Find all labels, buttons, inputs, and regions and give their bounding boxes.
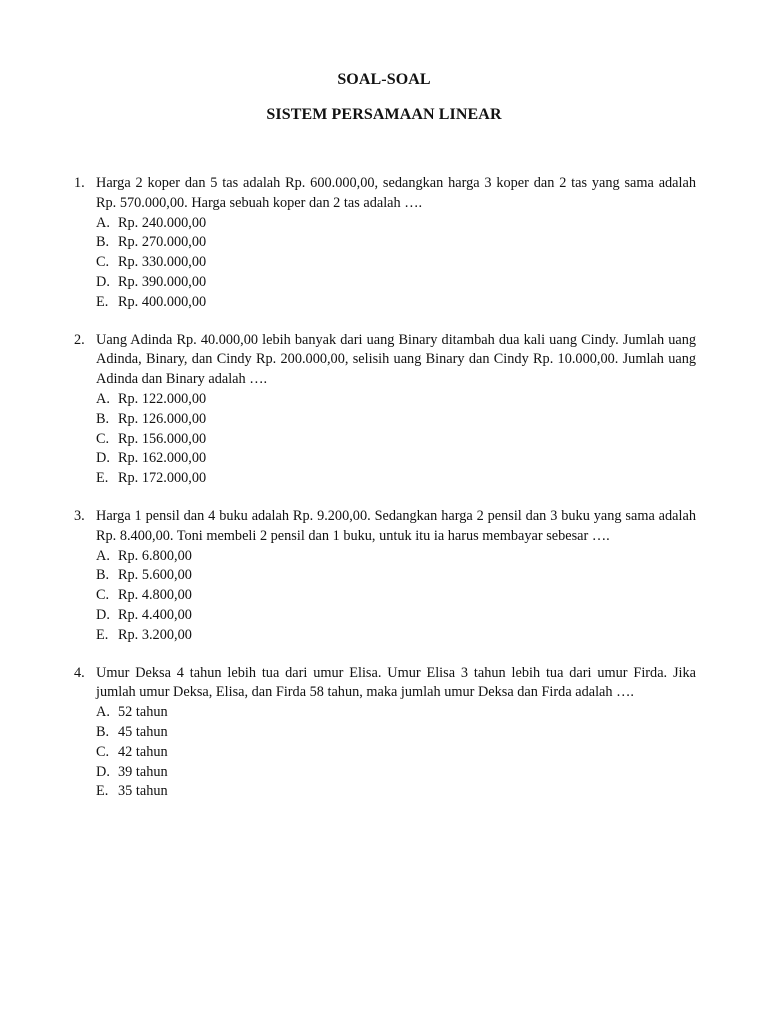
option-text: Rp. 4.400,00 <box>118 606 192 623</box>
answer-option-d <box>96 273 696 293</box>
question-text: Harga 2 koper dan 5 tas adalah Rp. 600.000,00, sedangkan harga 3 koper dan 2 tas yang sama adalah Rp. 570.000,00. Harga sebuah koper dan 2 tas adalah …. <box>96 175 696 211</box>
question-3 <box>74 507 696 646</box>
answer-option-e <box>96 782 696 802</box>
answer-option-d <box>96 449 696 469</box>
answer-options <box>74 214 696 313</box>
option-text: Rp. 162.000,00 <box>118 450 207 467</box>
question-list <box>74 174 696 820</box>
answer-option-d <box>96 606 696 626</box>
option-letter: A. <box>96 214 110 231</box>
option-letter: E. <box>96 783 109 800</box>
option-letter: B. <box>96 410 110 427</box>
answer-option-c <box>96 253 696 273</box>
option-letter: E. <box>96 626 109 643</box>
answer-options <box>74 703 696 802</box>
option-letter: A. <box>96 390 110 407</box>
option-letter: E. <box>96 470 109 487</box>
question-text: Harga 1 pensil dan 4 buku adalah Rp. 9.200,00. Sedangkan harga 2 pensil dan 3 buku yang sama adalah Rp. 8.400,00. Toni membeli 2 pensil dan 1 buku, untuk itu ia harus membayar sebesar …. <box>96 507 696 544</box>
answer-options <box>74 547 696 646</box>
option-text: Rp. 122.000,00 <box>118 390 207 407</box>
question-text: Umur Deksa 4 tahun lebih tua dari umur Elisa. Umur Elisa 3 tahun lebih tua dari umur Firda. Jika jumlah umur Deksa, Elisa, dan Firda 58 tahun, maka jumlah umur Deksa dan Firda adalah …. <box>96 664 696 701</box>
answer-option-b <box>96 723 696 743</box>
option-text: Rp. 3.200,00 <box>118 626 192 643</box>
answer-option-b <box>96 233 696 253</box>
option-letter: C. <box>96 254 110 271</box>
question-4 <box>74 664 696 803</box>
option-text: Rp. 6.800,00 <box>118 547 192 564</box>
answer-options <box>74 390 696 489</box>
option-letter: D. <box>96 450 110 467</box>
option-letter: B. <box>96 567 110 584</box>
option-letter: C. <box>96 587 110 604</box>
question-number: 2. <box>74 331 85 348</box>
answer-option-a <box>96 703 696 723</box>
option-letter: A. <box>96 704 110 721</box>
answer-option-a <box>96 214 696 234</box>
answer-option-c <box>96 430 696 450</box>
option-text: Rp. 400.000,00 <box>118 293 207 310</box>
answer-option-d <box>96 763 696 783</box>
option-text: 52 tahun <box>118 704 168 721</box>
answer-option-c <box>96 743 696 763</box>
option-letter: B. <box>96 234 110 251</box>
answer-option-a <box>96 390 696 410</box>
option-letter: B. <box>96 723 110 740</box>
option-text: 42 tahun <box>118 743 168 760</box>
option-text: Rp. 5.600,00 <box>118 567 192 584</box>
option-text: Rp. 172.000,00 <box>118 470 207 487</box>
option-letter: C. <box>96 430 110 447</box>
question-2 <box>74 331 696 489</box>
answer-option-c <box>96 586 696 606</box>
option-text: Rp. 390.000,00 <box>118 273 207 290</box>
option-letter: A. <box>96 547 110 564</box>
answer-option-a <box>96 547 696 567</box>
option-letter: D. <box>96 763 110 780</box>
option-letter: D. <box>96 606 110 623</box>
document-subtitle: SISTEM PERSAMAAN LINEAR <box>266 106 502 123</box>
option-text: Rp. 270.000,00 <box>118 234 207 251</box>
option-text: Rp. 330.000,00 <box>118 254 207 271</box>
document-title: SOAL-SOAL <box>337 71 431 88</box>
question-number: 3. <box>74 507 85 524</box>
answer-option-e <box>96 626 696 646</box>
answer-option-b <box>96 566 696 586</box>
question-number: 4. <box>74 664 85 681</box>
answer-option-e <box>96 469 696 489</box>
option-text: Rp. 4.800,00 <box>118 587 192 604</box>
option-letter: D. <box>96 273 110 290</box>
option-letter: C. <box>96 743 110 760</box>
option-text: Rp. 156.000,00 <box>118 430 207 447</box>
option-text: Rp. 240.000,00 <box>118 214 207 231</box>
answer-option-b <box>96 410 696 430</box>
option-text: 45 tahun <box>118 723 168 740</box>
option-text: 35 tahun <box>118 783 168 800</box>
answer-option-e <box>96 293 696 313</box>
option-text: Rp. 126.000,00 <box>118 410 207 427</box>
option-text: 39 tahun <box>118 763 168 780</box>
option-letter: E. <box>96 293 109 310</box>
question-number: 1. <box>74 175 85 191</box>
question-text: Uang Adinda Rp. 40.000,00 lebih banyak dari uang Binary ditambah dua kali uang Cindy. Jumlah uang Adinda, Binary, dan Cindy Rp. 200.000,00, selisih uang Binary dan Cindy Rp. 10.000,00. Jumlah uang Adinda dan Binary adalah …. <box>96 331 696 388</box>
question-1 <box>74 174 696 313</box>
